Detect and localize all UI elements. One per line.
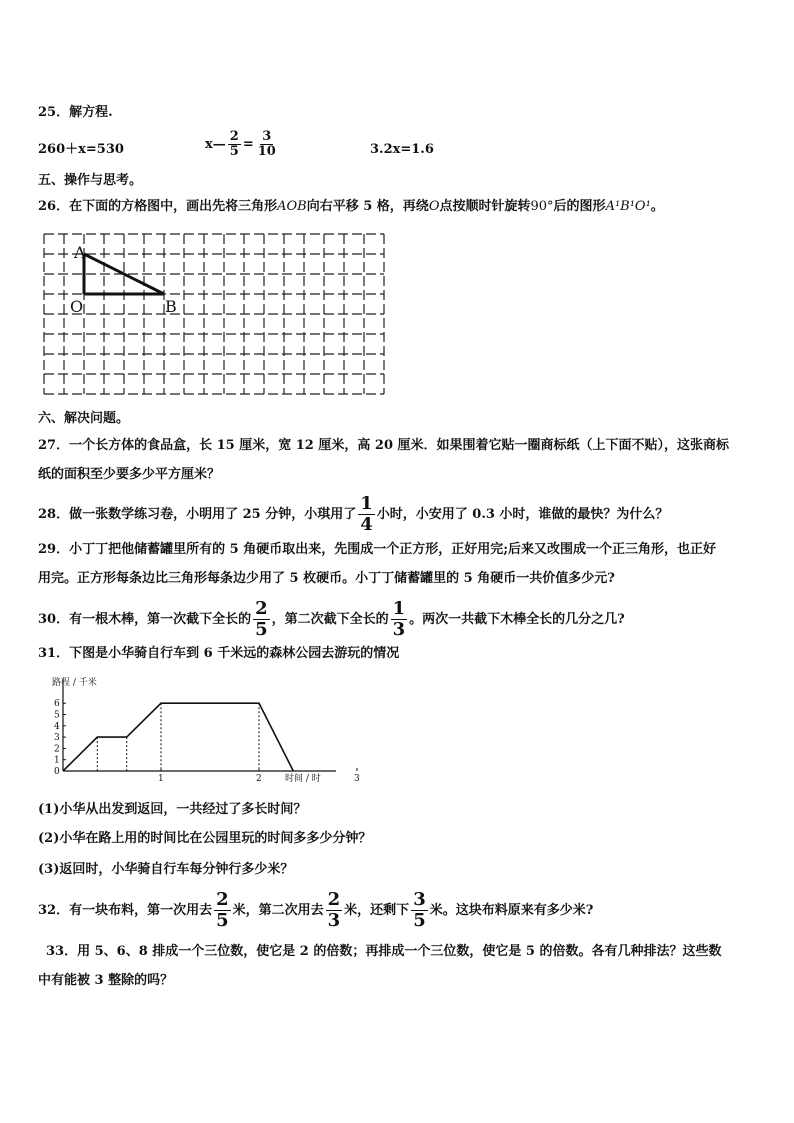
x-tick-label: 1 [158,774,164,784]
x-axis-label: 时间 / 时 [285,774,321,784]
q31-sub-2: (2)小华在路上用的时间比在公园里玩的时间多多少分钟？ [38,831,372,846]
y-tick-label: 6 [54,699,60,710]
q32-text: 32．有一块布料，第一次用去 $\frac{2}{5}$ 米，第二次用去 $\frac{2}{3}$ 米，还剩下 $\frac{3}{5}$ 米。这块布料原来有多少米? [38,889,594,931]
y-axis-label: 路程 / 千米 [52,678,97,688]
q26-grid-figure [40,232,385,397]
x-tick-label: 2 [256,774,262,784]
q31-sub-1: (1)小华从出发到返回，一共经过了多长时间？ [38,802,307,817]
section-5-heading: 五、操作与思考。 [38,173,143,188]
section-6-heading: 六、解决问题。 [38,411,130,426]
y-tick-label: 0 [54,767,60,777]
q25-equation-1: 260＋x=530 [38,142,124,157]
q29-line-2: 用完。正方形每条边比三角形每条边少用了 5 枚硬币。小丁丁储蓄罐里的 5 角硬币一共价值多少元? [38,571,615,586]
label-a: A [74,243,86,262]
q26-text: 26．在下面的方格图中，画出先将三角形AOB向右平移 5 格，再绕O点按顺时针旋转90°后的图形A¹B¹O¹。 [38,199,664,214]
q33-line-2: 中有能被 3 整除的吗？ [38,973,174,988]
q31-distance-time-chart [38,673,360,785]
q31-sub-3: (3)返回时，小华骑自行车每分钟行多少米？ [38,862,294,877]
q28-text: 28．做一张数学练习卷，小明用了 25 分钟，小琪用了 $\frac{1}{4}$ 小时，小安用了 0.3 小时，谁做的最快？为什么？ [38,493,669,535]
x-tick-label: 3 [354,774,360,784]
q30-text: 30．有一根木棒，第一次截下全长的 $\frac{2}{5}$ ，第二次截下全长的 $\frac{1}{3}$ 。两次一共截下木棒全长的几分之几? [38,598,625,640]
y-tick-label: 1 [54,755,60,766]
y-tick-label: 5 [54,710,60,721]
label-b: B [165,297,177,316]
q27-line-1: 27．一个长方体的食品盒，长 15 厘米，宽 12 厘米，高 20 厘米．如果围着它贴一圈商标纸（上下面不贴），这张商标 [38,438,730,453]
q25-title: 25．解方程. [38,105,113,120]
y-tick-label: 2 [54,744,60,755]
q27-line-2: 纸的面积至少要多少平方厘米？ [38,467,221,482]
y-tick-label: 3 [54,733,60,744]
y-tick-label: 4 [54,721,60,732]
q25-equation-3: 3.2x=1.6 [370,142,434,157]
label-o: O [70,297,84,316]
q33-line-1: 33．用 5、6、8 排成一个三位数，使它是 2 的倍数；再排成一个三位数，使它是 5 的倍数。各有几种排法？这些数 [46,944,722,959]
q25-equation-2: x— $\frac{2}{5}$ = $\frac{3}{10}$ [205,129,276,159]
q29-line-1: 29．小丁丁把他储蓄罐里所有的 5 角硬币取出来，先围成一个正方形，正好用完;后来又改围成一个正三角形，也正好 [38,542,716,557]
q31-title: 31．下图是小华骑自行车到 6 千米远的森林公园去游玩的情况 [38,646,400,661]
